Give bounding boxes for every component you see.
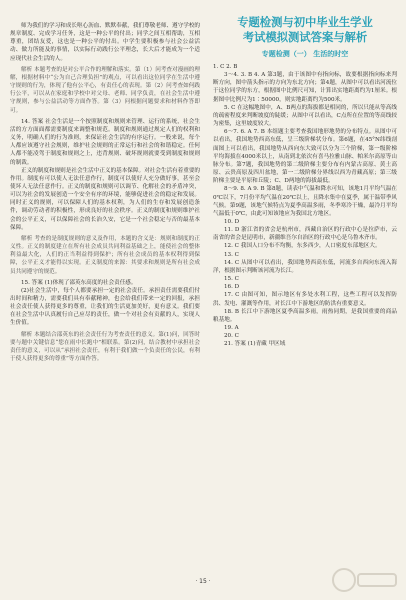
answer-19: 19. A (224, 325, 239, 331)
answer-10: 10. D (224, 218, 240, 225)
answer-21: 21. 答案 (1)青藏 甲区域 (224, 341, 286, 348)
section-title-line-2: 考试模拟测试答案与解析 (242, 30, 368, 44)
answer-13: 13. C (224, 251, 239, 258)
watermark-logo-icon (330, 566, 400, 594)
right-column (213, 16, 397, 348)
answer-20: 20. C (224, 333, 239, 340)
answer-11: 11. D 浙江省的省会是杭州市，西藏自治区的行政中心是拉萨市，云南省的省会是昆明市，新疆维吾尔自治区的行政中心是乌鲁木齐市。 (213, 227, 397, 242)
answer-6-7: 6～7. 6. A 7. B 本组题主要考查我国地形地势的分布特点。从图中可以看出，我国地势西高东低，呈三级阶梯状分布。第6题，在45°N纬线剖面图上可以看出，我国地势从西向东大致可以分为三个阶梯，第一级阶梯平均海拔在4000米以上，从南到北依次有喜马拉雅山脉、帕米尔高原等山脉分布。第7题，我国地势的第二级阶梯主要分布有内蒙古高原、黄土高原、云贵高原及四川盆地，第一二级阶梯分界线以西为青藏高原；第三级阶梯主要是平原和丘陵；C、D两地的海拔最低。 (213, 129, 397, 185)
page-number: · 15 · (195, 578, 211, 585)
left-column (10, 22, 200, 363)
answer-18: 18. B 长江中下游地区夏季高温多雨，雨热同期，是我国重要的商品粮基地。 (213, 308, 397, 323)
paragraph: (2)社会生活中，每个人都要承担一定的社会责任。承担责任需要我们付出时间和精力，需要我们具有奉献精神，也会给我们带来一定的回报，承担社会责任使人获得更多的尊重，让我们的生活更加美好，更有意义。我们要在社会生活中认真履行自己应尽的责任，做一个对社会有贡献的人，实现人生价值。 (10, 287, 200, 327)
answer-1-2: 1. C 2. B (213, 64, 238, 70)
explanation: 解析 考查的是制度规则的意义及作用，本题的含义是：规则和制度的正义性。正义的制度建立在所有社会成员共同利益基础之上，能使社会的整体利益最大化，人们的正当利益得到保护；所有社会成员的基本权利得到保障，公平正义才能得以实现。正义制度的来源：其要求和规则是所有社会成员共同遵守的规范。 (10, 235, 200, 275)
explanation: 解析 本题结合邵英东的社会责任行为考查责任的意义。第(1)问，回答时要与题中关键信息“您在雨中长跑中”相联系。第(2)问，结合教材中承担社会责任的意义，可以从“承担社会责任，有利于我们做一个负责任的公民，有利于使人获得更多的尊重”等方面作答。 (10, 331, 200, 363)
answer-12: 12. C 我国人口分布不均衡，东多西少，人口密度东部地区大。 (224, 243, 381, 250)
answer-15: 15. C (224, 276, 239, 283)
answer-17: 17. C 由图可知，图示地区有多处水利工程，这些工程可以发挥防洪、发电、灌溉等作用，对长江中下游地区的防洪有重要意义。 (213, 292, 397, 307)
paragraph: 师为我们的学习和成长呕心沥血、默默奉献，我们尊敬老师、遵守学校的规章制度、完成学习任务，这是一种公平的付出；同学之间互相帮助，互相尊重，团结友爱，这也是一种公平的付出。中学生要积极参与社会公益活动、做力所能及的事情，以实际行动践行公平理念，长大后才能成为一个适应现代社会生活的人。 (10, 23, 201, 62)
paragraph: 正义的制度和规则是社会生活中正义的基本保障。对社会生活有着重要的作用。制度有可以使人无法任意作行，制度可以使好人充分做好事，甚至会使坏人无法任意作行。正义的制度和规则可以调节、化解社会的矛盾冲突，可以为社会的发展创造一个安全有序的环境，能够促进社会的稳定和发展。同时正义的规则，可以保障人们的基本权利，为人们的生存和发展创造条件，调动劳动者的积极性，形成良好的社会秩序。正义的制度和规则维护社会的公平正义，可以保障社会的长治久安，它是一个社会稳定与否的最基本保障。 (10, 167, 201, 231)
answer-5: 5. C 在这幅地图中，A、B两点的海拔都是相同的，所以只能从等高线的疏密程度来判断坡度的陡缓；从图中可以看出，C点所在位置的等高线较为密集，这里坡度较大。 (213, 104, 397, 128)
answer-14: 14. C 从图中可以看出，我国地势西高东低，河流多自西向东流入海洋，根据图示判断该河流为长江。 (213, 259, 397, 274)
answer-14: 14. 答案 社会生活是一个按照制度和规则来管理、运行的系统，社会生活的方方面面都需要制度来调整和规范。制度和规则通过规定人们的权利和义务，明确人们的行为准则，来保证社会生活的有序运行。一般来说，每个人都应该遵守社会规则，维护社会规则的正常运行和社会的和谐稳定。任何人都不能凌驾于制度和规则之上，违背规则、破坏规则就要受到制度和规则的制裁。 (10, 118, 200, 166)
answer-15: 15. 答案 (1)体现了邵英东高度的社会责任感。 (21, 279, 137, 286)
section-subtitle: 专题检测（一） 生活的时空 (261, 50, 349, 58)
answer-3-4: 3～4. 3. B 4. A 第3题，由于该图中有指向标，故要根据指向标来判断方向，图中箭头指示的方向为东北方向；第4题，从图中可以看出河流位于这位同学的东方，根据图中比例尺可知，计算出实地距离约为1厘米。根据图中比例尺为1∶50000，则实地距离约为500米。 (213, 72, 397, 103)
section-title-line-1: 专题检测与初中毕业生学业 (237, 16, 373, 29)
answer-8-9: 8～9. 8. A 9. B 第8题，读表中气温和降水可知，该地1月平均气温在0℃以下，7月份平均气温在20℃以上，且降水集中在夏季，属于温带季风气候。第9题，该地气候特点为夏季高温多雨，冬季寒冷干燥，最冷月平均气温低于0℃，由此可知该地应为我国北方地区。 (213, 186, 397, 217)
section-title (213, 16, 397, 45)
answer-16: 16. D (224, 284, 240, 291)
explanation: 解析 本题考查的是对公平合作的理解和落实。第（1）问考查对漫画的理解，根据材料中“公为自己合理负担”的观点，可以看出这位同学在生活中遵守规则的行为，体现了他有公平心，有责任心的表现。第（2）问考查如何践行公平，可以从在家庭和学校中对父母、老师、同学负责，在社会生活中遵守规则，参与公益活动等方面作答。第（3）问根据问题要求和材料作答即可。 (10, 66, 200, 114)
